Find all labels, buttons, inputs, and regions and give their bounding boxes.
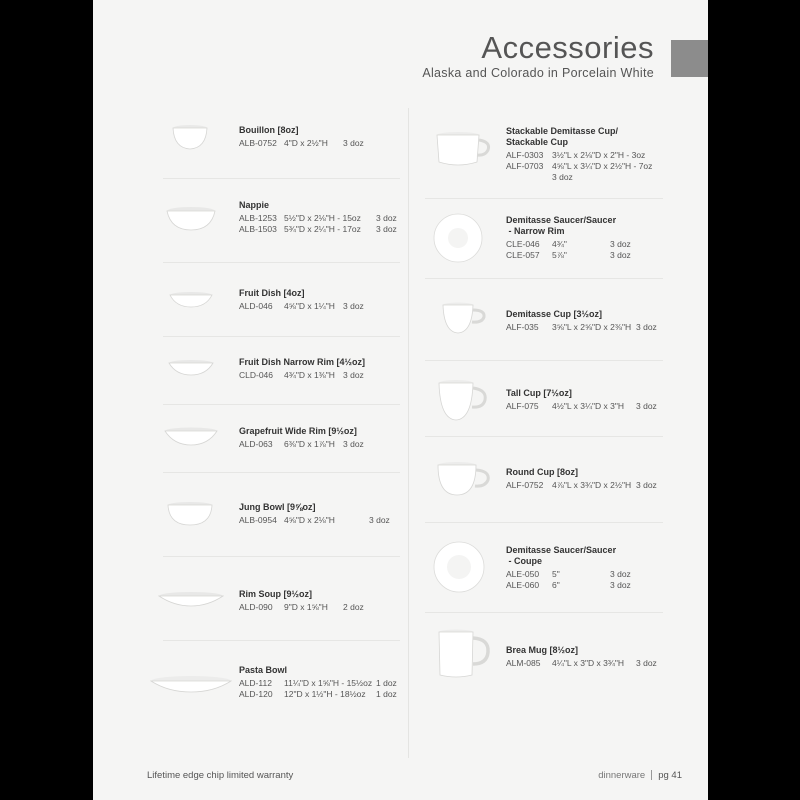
- sku: CLD-046: [239, 370, 274, 380]
- rim-soup-image: [158, 590, 224, 610]
- sku: ALD-090: [239, 602, 273, 612]
- pack-qty: 3 doz: [343, 138, 364, 148]
- page-number: pg 41: [658, 770, 682, 781]
- divider: [425, 522, 663, 523]
- spec-row: [239, 439, 404, 450]
- grapefruit-wide-rim-image: [164, 426, 218, 448]
- divider: [163, 178, 400, 179]
- spec-row: [239, 515, 404, 526]
- round-cup-image: [435, 460, 495, 498]
- product-name: Demitasse Cup [3½oz]: [506, 309, 603, 319]
- pack-qty: 3 doz: [343, 370, 364, 380]
- product-bouillon: [239, 125, 404, 149]
- divider: [425, 198, 663, 199]
- product-name: Brea Mug [8½oz]: [506, 645, 579, 655]
- dimensions: 4"D x 2½"H: [284, 138, 328, 148]
- pack-qty: 3 doz: [636, 480, 657, 490]
- pasta-bowl-image: [150, 673, 232, 695]
- sku: ALF-035: [506, 322, 539, 332]
- sku: CLE-057: [506, 250, 540, 260]
- product-name-line2: - Narrow Rim: [506, 226, 565, 236]
- dimensions: 4¾": [552, 239, 567, 249]
- product-demitasse-cup: [506, 309, 666, 333]
- product-fruit-dish-narrow-rim: [239, 357, 404, 381]
- pack-qty: 1 doz: [376, 678, 397, 688]
- page-footer: [598, 770, 682, 781]
- dimensions: 4¾"D x 1⅜"H: [284, 370, 335, 380]
- spec-row: [506, 480, 666, 491]
- pack-qty: 2 doz: [343, 602, 364, 612]
- sku: ALB-0954: [239, 515, 277, 525]
- pack-qty: 3 doz: [376, 213, 397, 223]
- pack-qty: 1 doz: [376, 689, 397, 699]
- pack-qty: 3 doz: [610, 250, 631, 260]
- pack-qty: 3 doz: [636, 401, 657, 411]
- product-name-line2: Stackable Cup: [506, 137, 569, 147]
- sku: ALB-1253: [239, 213, 277, 223]
- pack-qty: 3 doz: [376, 224, 397, 234]
- spec-row: [239, 301, 404, 312]
- pack-qty: 3 doz: [343, 301, 364, 311]
- spec-row: [506, 401, 666, 412]
- pack-qty: 3 doz: [610, 569, 631, 579]
- spec-row: [239, 224, 404, 235]
- dimensions: 3⅝"L x 2⅝"D x 2⅜"H: [552, 322, 632, 332]
- divider: [425, 278, 663, 279]
- divider: [425, 436, 663, 437]
- dimensions: 4⅝"D x 2⅛"H: [284, 515, 335, 525]
- sku: ALD-046: [239, 301, 273, 311]
- sku: ALF-075: [506, 401, 539, 411]
- pack-qty: 3 doz: [552, 172, 573, 182]
- product-round-cup: [506, 467, 666, 491]
- product-demitasse-saucer-coupe: [506, 545, 666, 591]
- section-name: dinnerware: [598, 770, 646, 781]
- dimensions: 4⅝"L x 3¼"D x 2½"H - 7oz: [552, 161, 653, 171]
- sku: ALD-120: [239, 689, 273, 699]
- sku: ALD-112: [239, 678, 272, 688]
- sku: ALF-0703: [506, 161, 544, 171]
- demitasse-saucer-narrow-rim-image: [432, 212, 484, 264]
- fruit-dish-narrow-rim-image: [168, 358, 214, 378]
- pack-qty: 3 doz: [343, 439, 364, 449]
- product-rim-soup: [239, 589, 404, 613]
- spec-row: [239, 213, 404, 224]
- dimensions: 4⅝"D x 1¼"H: [284, 301, 335, 311]
- spec-row: [506, 250, 666, 261]
- nappie-image: [165, 204, 217, 234]
- dimensions: 4⅞"L x 3¾"D x 2½"H: [552, 480, 632, 490]
- sku: ALE-050: [506, 569, 540, 579]
- dimensions: 3½"L x 2⅛"D x 2"H - 3oz: [552, 150, 646, 160]
- jung-bowl-image: [166, 500, 214, 528]
- product-name: Fruit Dish Narrow Rim [4½oz]: [239, 357, 366, 367]
- spec-row: [506, 569, 666, 580]
- divider: [425, 612, 663, 613]
- tall-cup-image: [436, 378, 492, 422]
- demitasse-cup-image: [440, 300, 490, 336]
- dimensions: 4½"L x 3¼"D x 3"H: [552, 401, 625, 411]
- sku: CLE-046: [506, 239, 540, 249]
- sku: ALB-0752: [239, 138, 277, 148]
- spec-row: [239, 138, 404, 149]
- sku: ALD-063: [239, 439, 273, 449]
- dimensions: 5½"D x 2⅛"H - 15oz: [284, 213, 361, 223]
- product-name: Tall Cup [7½oz]: [506, 388, 572, 398]
- dimensions: 5": [552, 569, 560, 579]
- divider: [163, 404, 400, 405]
- column-divider: [408, 108, 409, 758]
- stackable-demitasse-cup-image: [434, 130, 496, 170]
- sku: ALE-060: [506, 580, 540, 590]
- divider: [163, 336, 400, 337]
- spec-row: [239, 689, 404, 700]
- pack-qty: 3 doz: [610, 580, 631, 590]
- product-name-line2: - Coupe: [506, 556, 542, 566]
- product-name: Demitasse Saucer/Saucer: [506, 545, 617, 555]
- dimensions: 12"D x 1½"H - 18½oz: [284, 689, 366, 699]
- divider: [425, 360, 663, 361]
- product-tall-cup: [506, 388, 666, 412]
- dimensions: 9"D x 1⅝"H: [284, 602, 328, 612]
- spec-row: [239, 678, 404, 689]
- brea-mug-image: [436, 628, 494, 680]
- dimensions: 6⅜"D x 1⅞"H: [284, 439, 335, 449]
- spec-row: [239, 602, 404, 613]
- page-subtitle: Alaska and Colorado in Porcelain White: [422, 66, 654, 80]
- fruit-dish-image: [168, 290, 214, 310]
- dimensions: 4¼"L x 3"D x 3¾"H: [552, 658, 625, 668]
- product-nappie: [239, 200, 404, 235]
- product-name: Fruit Dish [4oz]: [239, 288, 305, 298]
- spec-row: [506, 150, 666, 161]
- pack-qty: 3 doz: [636, 322, 657, 332]
- product-name: Grapefruit Wide Rim [9½oz]: [239, 426, 357, 436]
- dimensions: 5¾"D x 2¼"H - 17oz: [284, 224, 361, 234]
- divider: [163, 640, 400, 641]
- product-name: Stackable Demitasse Cup/: [506, 126, 619, 136]
- dimensions: 6": [552, 580, 560, 590]
- product-name: Bouillon [8oz]: [239, 125, 299, 135]
- spec-row: [506, 322, 666, 333]
- spec-row: [506, 239, 666, 250]
- product-jung-bowl: [239, 502, 404, 526]
- spec-row: [506, 580, 666, 591]
- product-brea-mug: [506, 645, 666, 669]
- sku: ALF-0303: [506, 150, 544, 160]
- demitasse-saucer-coupe-image: [432, 540, 486, 594]
- pack-qty: 3 doz: [610, 239, 631, 249]
- sku: ALB-1503: [239, 224, 277, 234]
- divider: [163, 556, 400, 557]
- section-tab: [671, 40, 708, 77]
- product-grapefruit-wide-rim: [239, 426, 404, 450]
- sku: ALF-0752: [506, 480, 544, 490]
- page-title: Accessories: [481, 30, 654, 65]
- spec-row: [506, 172, 666, 183]
- dimensions: 11¼"D x 1⅝"H - 15½oz: [284, 678, 373, 688]
- divider: [163, 262, 400, 263]
- pack-qty: 3 doz: [636, 658, 657, 668]
- divider: [163, 472, 400, 473]
- spec-row: [506, 658, 666, 669]
- spec-row: [506, 161, 666, 172]
- pack-qty: 3 doz: [369, 515, 390, 525]
- product-name: Pasta Bowl: [239, 665, 288, 675]
- footer-separator: [651, 770, 652, 780]
- bouillon-image: [170, 122, 210, 152]
- spec-row: [239, 370, 404, 381]
- product-fruit-dish: [239, 288, 404, 312]
- product-name: Round Cup [8oz]: [506, 467, 578, 477]
- product-name: Nappie: [239, 200, 270, 210]
- product-name: Demitasse Saucer/Saucer: [506, 215, 617, 225]
- product-demitasse-saucer-narrow-rim: [506, 215, 666, 261]
- product-pasta-bowl: [239, 665, 404, 700]
- product-name: Rim Soup [9½oz]: [239, 589, 313, 599]
- sku: ALM-085: [506, 658, 541, 668]
- product-stackable-demitasse-cup: [506, 126, 666, 183]
- dimensions: 5⅞": [552, 250, 567, 260]
- product-name: Jung Bowl [9⅝oz]: [239, 502, 316, 512]
- warranty-note: Lifetime edge chip limited warranty: [147, 770, 294, 781]
